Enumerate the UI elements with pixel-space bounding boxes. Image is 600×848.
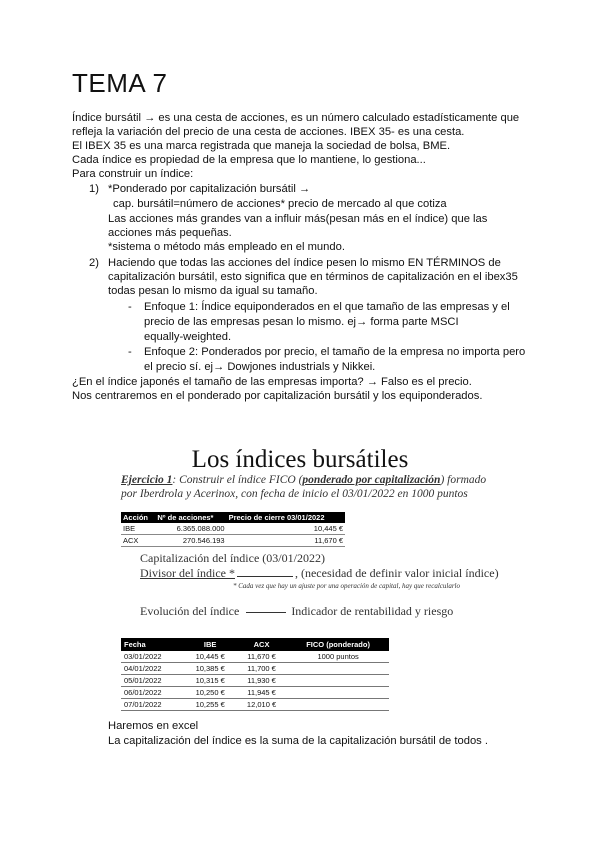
text-line: refleja la variación del precio de una cesta de acciones. IBEX 35- es una cesta. — [72, 126, 465, 138]
table-row — [121, 535, 345, 547]
text-line: Nos centraremos en el ponderado por capitalización bursátil y los equiponderados. — [72, 390, 483, 402]
cell — [287, 675, 389, 687]
cell: 06/01/2022 — [121, 687, 185, 699]
cell: ACX — [121, 535, 155, 547]
cell: 10,255 € — [185, 699, 236, 711]
exercise-bold: ponderado por capitalización — [302, 474, 441, 486]
col-header: Fecha — [121, 638, 185, 651]
col-header: Precio de cierre 03/01/2022 — [227, 512, 345, 523]
cell: 10,315 € — [185, 675, 236, 687]
cell: 270.546.193 — [155, 535, 226, 547]
cell: IBE — [121, 523, 155, 535]
slide-title: Los índices bursátiles — [191, 446, 409, 473]
text-line: Para construir un índice: — [72, 168, 194, 180]
sub-item-text: el precio sí. ej→ Dowjones industrials y Nikkei. — [144, 361, 376, 373]
col-header: IBE — [185, 638, 236, 651]
list-item-text: todas pesan lo mismo da igual su tamaño. — [108, 285, 318, 297]
sub-item-text: precio de las empresas pesan lo mismo. ej→ forma parte MSCI — [144, 316, 459, 328]
blank-line — [237, 576, 293, 577]
text-line: Haremos en excel — [108, 720, 199, 732]
page-title: TEMA 7 — [72, 68, 168, 98]
col-header: FICO (ponderado) — [287, 638, 389, 651]
list-item-text: Las acciones más grandes van a influir más(pesan más en el índice) que las — [108, 213, 488, 225]
divisor-line — [140, 566, 499, 581]
table-row — [121, 675, 389, 687]
cell — [287, 699, 389, 711]
cell: 12,010 € — [236, 699, 287, 711]
list-item-text: cap. bursátil=número de acciones* precio de mercado al que cotiza — [113, 198, 447, 210]
cell: 05/01/2022 — [121, 675, 185, 687]
table-row — [121, 523, 345, 535]
cell: 1000 puntos — [287, 651, 389, 663]
cell: 11,945 € — [236, 687, 287, 699]
cell: 10,385 € — [185, 663, 236, 675]
list-item-text: capitalización bursátil, esto significa que en términos de capitalización en el ibex35 — [108, 271, 518, 283]
list-item-text: *sistema o método más empleado en el mundo. — [108, 241, 345, 253]
col-header: ACX — [236, 638, 287, 651]
table-row — [121, 687, 389, 699]
sub-item-text: equally-weighted. — [144, 331, 232, 343]
exercise-text: : Construir el índice FICO ( — [172, 474, 303, 486]
evolution-text: Indicador de rentabilidad y riesgo — [291, 604, 454, 618]
exercise-text: ) formado — [440, 474, 487, 486]
col-header: Nº de acciones* — [155, 512, 226, 523]
list-item-text: acciones más pequeñas. — [108, 227, 232, 239]
cell: 11,670 € — [227, 535, 345, 547]
bullet-dash: - — [128, 301, 132, 313]
exercise-label: Ejercicio 1 — [121, 474, 173, 486]
divisor-label: Divisor del índice * — [140, 566, 235, 580]
bullet-dash: - — [128, 346, 132, 358]
cell: 03/01/2022 — [121, 651, 185, 663]
arrow-line — [246, 612, 286, 613]
list-item-text: *Ponderado por capitalización bursátil → — [108, 183, 311, 195]
text-line: Cada índice es propiedad de la empresa que lo mantiene, lo gestiona... — [72, 154, 426, 166]
table-row — [121, 699, 389, 711]
sub-item-text: Enfoque 2: Ponderados por precio, el tamaño de la empresa no importa pero — [144, 346, 526, 358]
cell: 6.365.088.000 — [155, 523, 226, 535]
exercise-line2: por Iberdrola y Acerinox, con fecha de inicio el 03/01/2022 en 1000 puntos — [121, 488, 468, 500]
cell — [287, 663, 389, 675]
cell: 04/01/2022 — [121, 663, 185, 675]
table-row — [121, 651, 389, 663]
list-number: 2) — [89, 257, 99, 269]
shares-table — [121, 512, 345, 547]
cell: 10,250 € — [185, 687, 236, 699]
text-line: El IBEX 35 es una marca registrada que maneja la sociedad de bolsa, BME. — [72, 140, 451, 152]
fico-table — [121, 638, 389, 711]
cell: 10,445 € — [185, 651, 236, 663]
evolution-line — [140, 604, 453, 619]
sub-item-text: Enfoque 1: Índice equiponderados en el que tamaño de las empresas y el — [144, 301, 510, 313]
cell: 10,445 € — [227, 523, 345, 535]
text-line: La capitalización del índice es la suma de la capitalización bursátil de todos . — [108, 735, 488, 747]
divisor-note: , (necesidad de definir valor inicial índice) — [294, 566, 499, 580]
capitalization-line: Capitalización del índice (03/01/2022) — [140, 551, 325, 565]
list-item-text: Haciendo que todas las acciones del índice pesen lo mismo EN TÉRMINOS de — [108, 257, 501, 269]
list-number: 1) — [89, 183, 99, 195]
cell: 07/01/2022 — [121, 699, 185, 711]
text-line: ¿En el índice japonés el tamaño de las empresas importa? → Falso es el precio. — [72, 376, 472, 388]
footnote: * Cada vez que hay un ajuste por una operación de capital, hay que recalcularlo — [233, 582, 461, 590]
table-row — [121, 663, 389, 675]
col-header: Acción — [121, 512, 155, 523]
evolution-label: Evolución del índice — [140, 604, 240, 618]
cell: 11,700 € — [236, 663, 287, 675]
cell: 11,930 € — [236, 675, 287, 687]
exercise-statement — [121, 474, 486, 486]
cell — [287, 687, 389, 699]
cell: 11,670 € — [236, 651, 287, 663]
text-line: Índice bursátil → es una cesta de acciones, es un número calculado estadísticamente que — [72, 112, 520, 124]
